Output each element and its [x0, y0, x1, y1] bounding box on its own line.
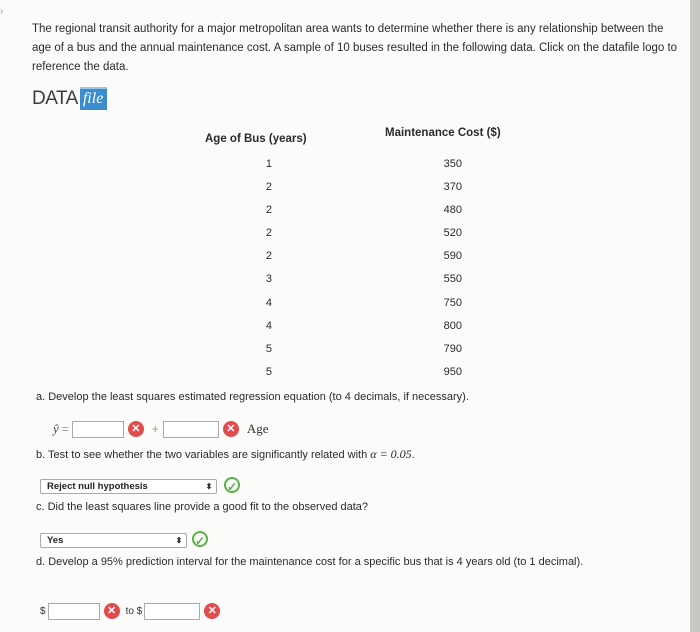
chevron-right-icon: › [0, 6, 4, 17]
table-cell-cost: 370 [443, 181, 462, 194]
datafile-logo[interactable] [32, 86, 107, 110]
equals-sign: = [61, 422, 69, 436]
cost-column [380, 157, 462, 388]
table-cell-age: 2 [265, 227, 272, 240]
table-cell-age: 4 [265, 319, 272, 332]
age-column-header: Age of Bus (years) [205, 133, 307, 145]
age-column [200, 157, 272, 388]
part-a-prompt: a. Develop the least squares estimated regression equation (to 4 decimals, if necessary). [36, 391, 469, 403]
good-fit-dropdown[interactable] [40, 533, 187, 548]
age-variable-label: Age [246, 421, 269, 436]
table-cell-cost: 550 [443, 273, 462, 286]
table-cell-age: 5 [265, 365, 272, 378]
hypothesis-dropdown-value: Reject null hypothesis [47, 481, 148, 492]
incorrect-icon: ✕ [128, 421, 144, 437]
alpha-expression: α = 0.05 [370, 447, 412, 461]
part-b-text: b. Test to see whether the two variables are significantly related with [36, 449, 368, 461]
table-cell-age: 2 [265, 181, 272, 194]
table-cell-cost: 520 [443, 227, 462, 240]
incorrect-icon: ✕ [223, 421, 239, 437]
table-cell-cost: 800 [443, 319, 462, 332]
table-cell-cost: 480 [443, 204, 462, 217]
table-cell-age: 1 [265, 158, 272, 170]
table-cell-age: 4 [265, 296, 272, 309]
intercept-input[interactable] [72, 421, 124, 438]
prediction-interval-row [40, 601, 224, 621]
incorrect-icon: ✕ [204, 603, 220, 619]
part-c-prompt: c. Did the least squares line provide a good fit to the observed data? [36, 501, 369, 513]
table-cell-age: 3 [265, 273, 272, 286]
lower-bound-input[interactable] [48, 603, 100, 620]
datafile-logo-data: DATA [32, 88, 78, 109]
table-cell-age: 2 [265, 204, 272, 217]
plus-sign: + [151, 422, 159, 436]
upper-bound-input[interactable] [144, 603, 200, 620]
part-b-period: . [411, 449, 415, 461]
correct-check-icon: ✓ [224, 477, 240, 493]
dollar-sign: $ [40, 605, 46, 617]
slope-input[interactable] [163, 421, 219, 438]
table-cell-cost: 790 [443, 342, 462, 355]
part-d-prompt: d. Develop a 95% prediction interval for the maintenance cost for a specific bus that is 4 years old (to 1 decimal). [36, 556, 584, 568]
to-dollar-label: to $ [125, 605, 143, 617]
table-cell-cost: 590 [443, 250, 462, 263]
regression-equation [53, 418, 268, 440]
cost-column-header: Maintenance Cost ($) [385, 127, 501, 139]
yhat-symbol: ŷ [53, 421, 59, 436]
dropdown-arrow-icon: ⬍ [205, 482, 213, 491]
good-fit-dropdown-value: Yes [47, 535, 64, 546]
table-cell-age: 2 [265, 250, 272, 263]
datafile-logo-file: file [80, 87, 107, 110]
incorrect-icon: ✕ [104, 603, 120, 619]
table-cell-cost: 950 [443, 365, 462, 378]
dropdown-arrow-icon: ⬍ [175, 536, 183, 545]
correct-check-icon: ✓ [192, 531, 208, 547]
table-cell-cost: 750 [443, 296, 462, 309]
table-cell-cost: 350 [443, 158, 462, 170]
problem-statement: The regional transit authority for a major metropolitan area wants to determine whether there is any relationship between the age of a bus and the annual maintenance cost. A sample of 10 buses resulted in the following data. Click on the datafile logo to reference the data. [32, 23, 678, 73]
hypothesis-dropdown[interactable] [40, 479, 217, 494]
table-cell-age: 5 [265, 342, 272, 355]
part-b-prompt [36, 447, 415, 462]
